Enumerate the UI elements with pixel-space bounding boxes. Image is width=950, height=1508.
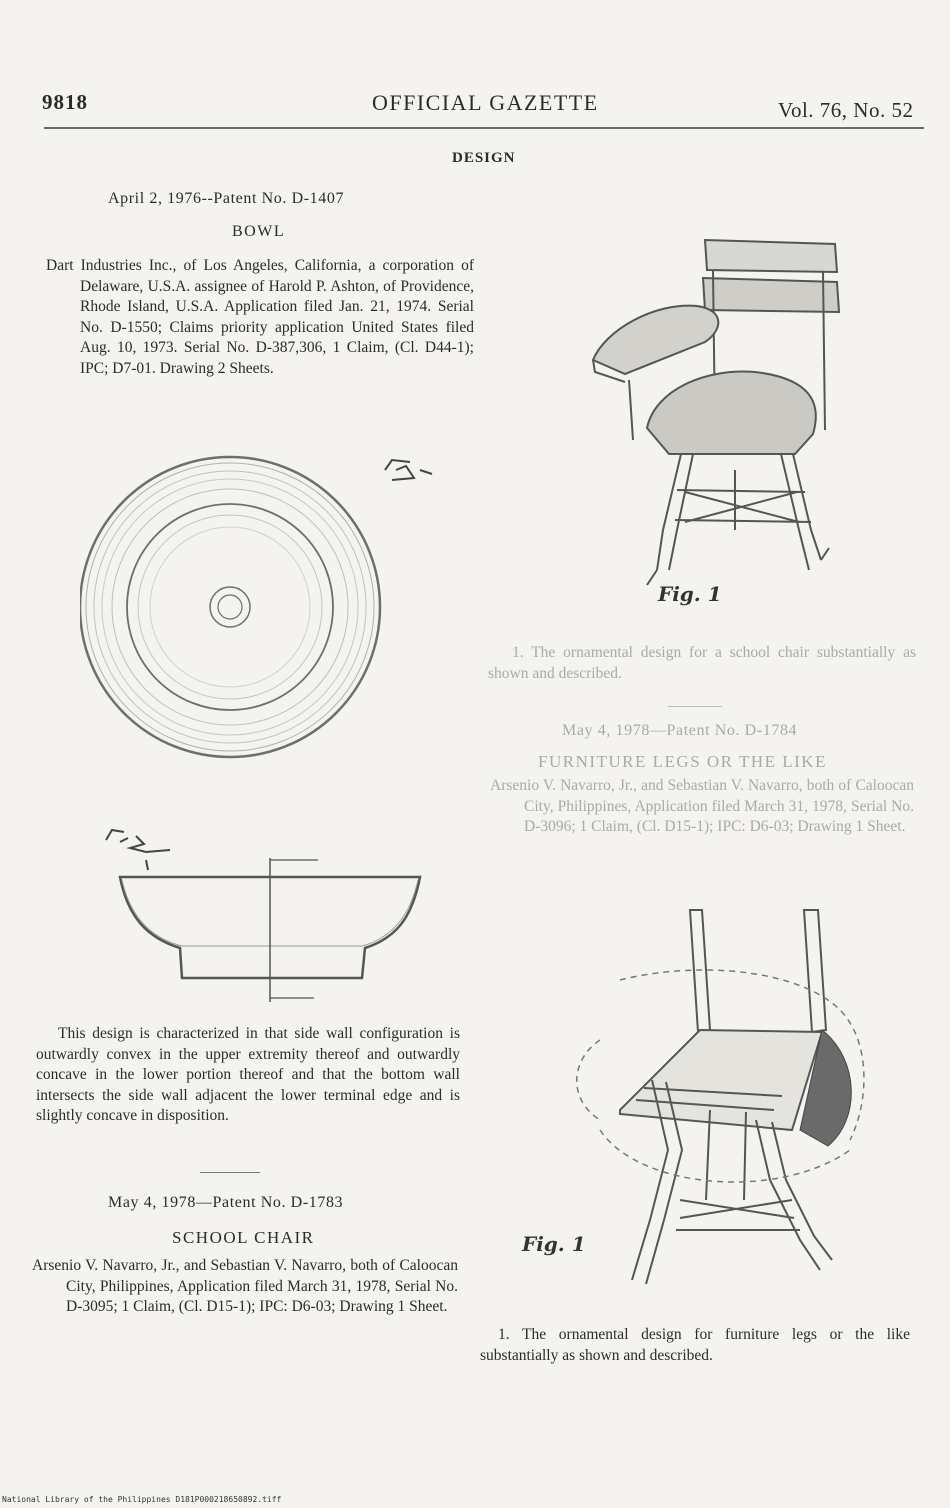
- patent3-claim-text: 1. The ornamental design for furniture legs or the like substantially as shown and described.: [480, 1326, 910, 1364]
- legs-fig-label: Fig. 1: [522, 1232, 586, 1256]
- school-chair-drawing: [585, 230, 855, 625]
- scan-footer: National Library of the Philippines D181P000218650892.tiff: [2, 1495, 282, 1504]
- fig1-label-hidden: [370, 468, 371, 469]
- patent3-date: May 4, 1978—Patent No. D-1784: [562, 722, 798, 739]
- patent1-claim-text: This design is characterized in that side wall configuration is outwardly convex in the upper extremity thereof and outwardly concave in the lower portion thereof and that the bottom wall intersects the side wall adjacent the lower terminal edge and is slightly concave in disposition.: [36, 1025, 460, 1124]
- patent1-claim: [36, 1024, 460, 1127]
- patent2-claim-text: 1. The ornamental design for a school chair substantially as shown and described.: [488, 644, 916, 682]
- patent3-claim: [480, 1324, 910, 1366]
- bowl-top-view-drawing: [80, 440, 450, 800]
- page-number: 9818: [42, 90, 88, 114]
- divider-2: [668, 706, 722, 707]
- furniture-legs-drawing: [560, 900, 890, 1300]
- patent4-body: [32, 1256, 458, 1318]
- section-heading: DESIGN: [452, 150, 516, 166]
- divider-1: [200, 1172, 260, 1173]
- patent1-body: [46, 256, 474, 379]
- patent4-body-text: Arsenio V. Navarro, Jr., and Sebastian V. Navarro, both of Caloocan City, Philippines, Application filed March 31, 1978, Serial No. D-3095; 1 Claim, (Cl. D15-1); IPC: D6-03; Drawing 1 Sheet.: [32, 1257, 458, 1315]
- header-rule: [44, 127, 924, 129]
- patent3-body: [490, 776, 914, 838]
- patent4-date: May 4, 1978—Patent No. D-1783: [108, 1194, 344, 1211]
- patent4-title: SCHOOL CHAIR: [172, 1228, 315, 1247]
- patent1-title: BOWL: [232, 223, 286, 240]
- chair-fig-label: Fig. 1: [658, 582, 722, 606]
- patent1-body-text: Dart Industries Inc., of Los Angeles, California, a corporation of Delaware, U.S.A. assignee of Harold P. Ashton, of Providence, Rhode Island, U.S.A. Application filed Jan. 21, 1974. Serial No. D-1550; Claims priority application United States filed Aug. 10, 1973. Serial No. D-387,306, 1 Claim, (Cl. D44-1); IPC; D7-01. Drawing 2 Sheets.: [46, 257, 474, 377]
- fig2-label-hidden: [104, 830, 105, 831]
- patent1-date: April 2, 1976--Patent No. D-1407: [108, 190, 345, 207]
- patent3-title: FURNITURE LEGS OR THE LIKE: [538, 752, 827, 771]
- volume-number: Vol. 76, No. 52: [778, 98, 914, 122]
- bowl-side-view-drawing: [100, 820, 440, 1010]
- patent2-claim: [488, 642, 916, 684]
- gazette-title: OFFICIAL GAZETTE: [372, 90, 599, 115]
- patent3-body-text: Arsenio V. Navarro, Jr., and Sebastian V. Navarro, both of Caloocan City, Philippines, Application filed March 31, 1978, Serial No. D-3096; 1 Claim, (Cl. D15-1); IPC: D6-03; Drawing 1 Sheet.: [490, 777, 914, 835]
